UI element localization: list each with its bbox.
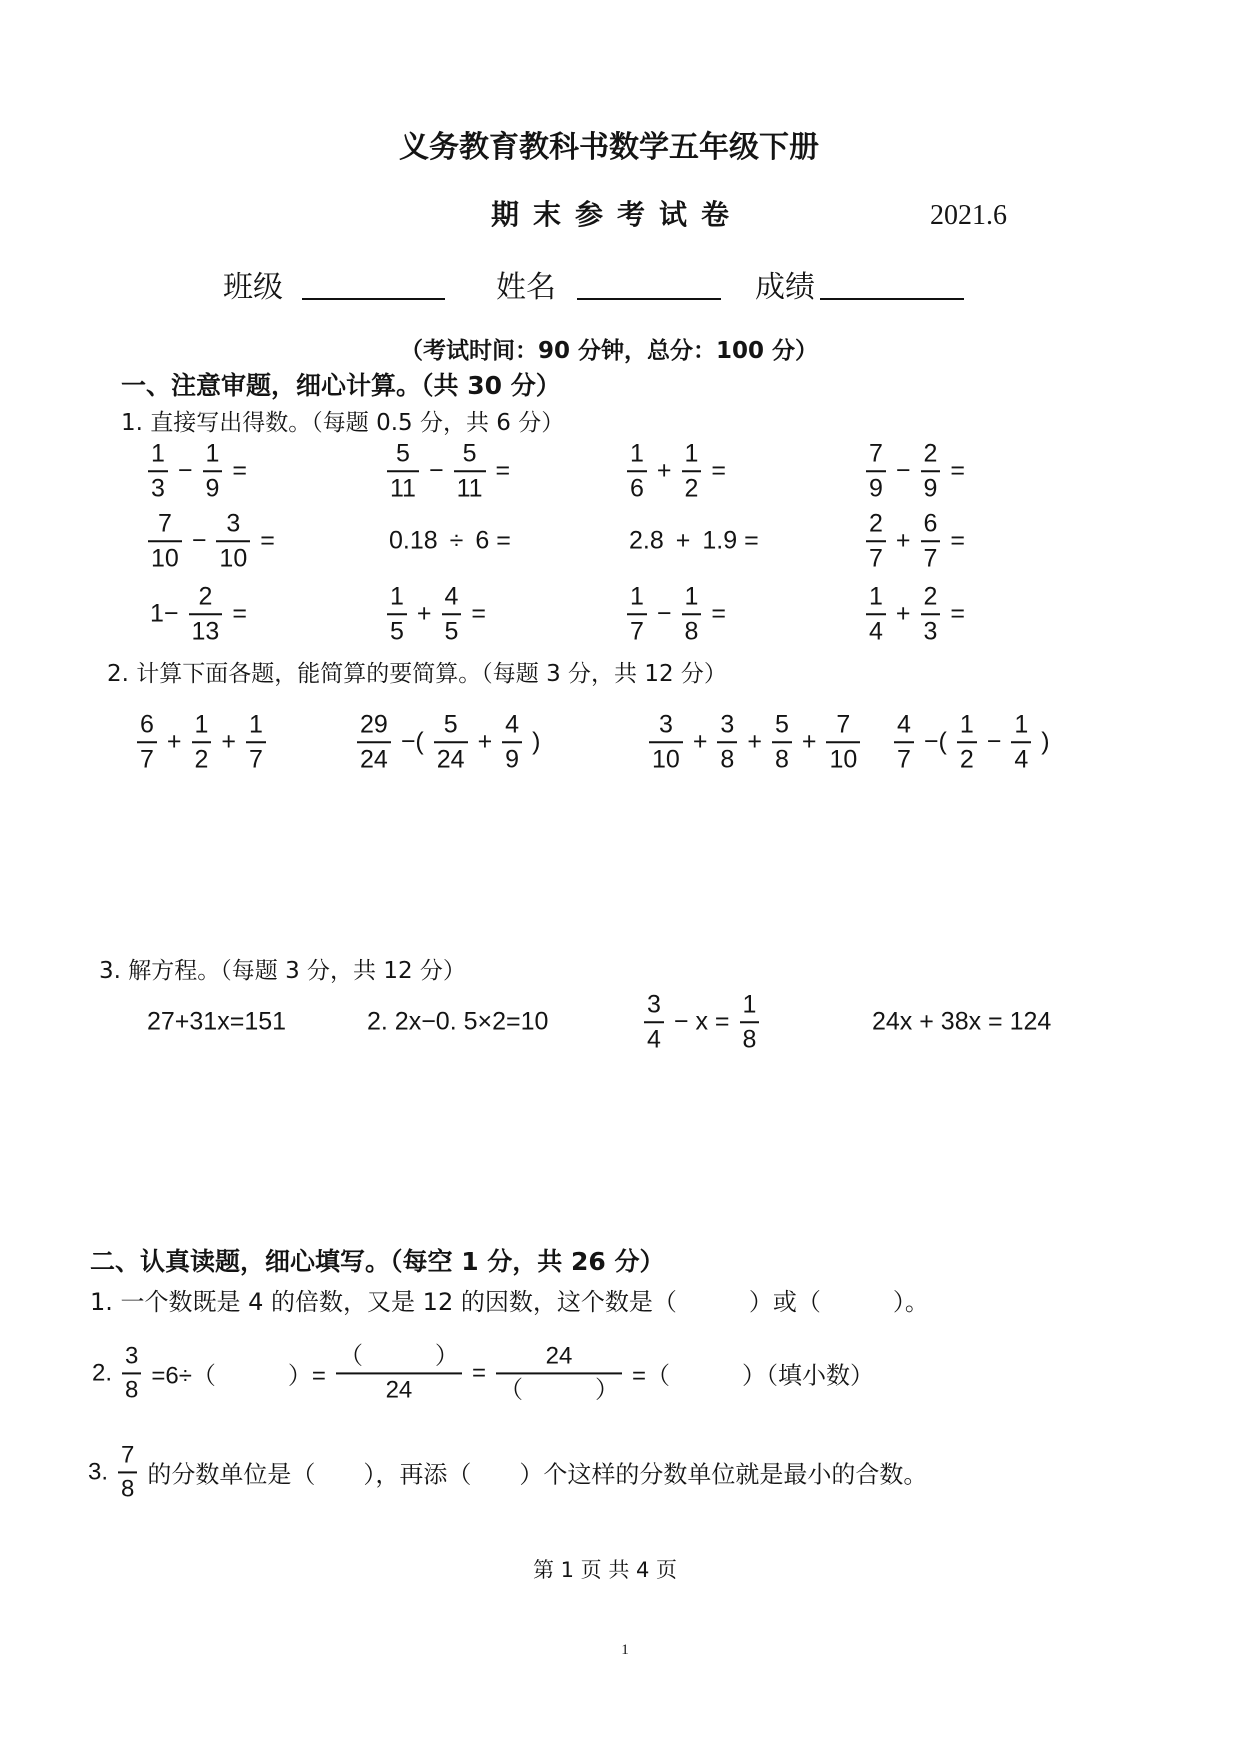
fraction (866, 509, 886, 573)
fraction (717, 710, 737, 774)
fill-q1: 1. 一个数既是 4 的倍数，又是 12 的因数，这个数是（ ）或（ ）。 (90, 1288, 929, 1316)
denominator: 5 (444, 617, 459, 645)
oral-calc-item (383, 582, 492, 646)
operator-text: + (895, 526, 911, 555)
operator-text: + (675, 526, 691, 555)
denominator: 9 (869, 474, 883, 502)
name-blank[interactable] (577, 298, 721, 300)
fraction (682, 582, 702, 646)
fraction (627, 439, 647, 503)
equation-item (866, 1008, 1057, 1037)
numerator: 1 (390, 582, 404, 611)
fill-q3 (82, 1441, 933, 1502)
fraction (387, 439, 419, 503)
operator-text: 24x + 38x = 124 (872, 1007, 1052, 1036)
exam-subtitle: 期末参考试卷 (490, 198, 744, 231)
fraction (866, 582, 886, 646)
denominator: 24 (360, 745, 388, 773)
name-label: 姓名 (496, 270, 556, 305)
denominator: 7 (923, 544, 938, 572)
class-label: 班级 (223, 270, 283, 305)
calc-item (353, 710, 546, 774)
numerator: 29 (360, 710, 388, 739)
operator-text: = (471, 1359, 486, 1386)
numerator: 1 (630, 439, 644, 468)
numerator: 6 (923, 509, 938, 538)
exam-info: （考试时间：90 分钟，总分：100 分） (399, 338, 819, 364)
fraction (434, 710, 468, 774)
numerator: 1 (742, 990, 757, 1019)
fraction (192, 710, 212, 774)
fraction (921, 509, 941, 573)
operator-text: = (950, 456, 966, 485)
class-blank[interactable] (302, 298, 445, 300)
denominator: 6 (630, 474, 644, 502)
fraction (894, 710, 914, 774)
denominator: 4 (1014, 745, 1029, 773)
numerator: 2 (198, 582, 213, 611)
denominator: 8 (720, 745, 735, 773)
equation-item (141, 1008, 292, 1037)
fraction (137, 710, 157, 774)
fraction (921, 582, 941, 646)
denominator: 4 (869, 617, 883, 645)
operator-text: 的分数单位是（ ），再添（ ）个这样的分数单位就是最小的合数。 (147, 1461, 928, 1489)
numerator: 5 (774, 710, 789, 739)
operator-text: + (801, 727, 817, 756)
operator-text: − (656, 599, 672, 628)
numerator: 6 (140, 710, 154, 739)
oral-calc-item (383, 527, 517, 556)
fraction (148, 509, 182, 573)
operator-text: −( (400, 727, 424, 756)
operator-text: 6 = (475, 526, 511, 555)
operator-text: − (986, 727, 1002, 756)
denominator: 7 (249, 745, 263, 773)
fraction (740, 990, 760, 1054)
operator-text: + (656, 456, 672, 485)
numerator: 1 (684, 582, 699, 611)
operator-text: 2. (92, 1359, 113, 1386)
denominator: 10 (829, 745, 858, 773)
fraction (148, 439, 168, 503)
denominator: 8 (684, 617, 699, 645)
denominator: 3 (923, 617, 938, 645)
numerator: 7 (157, 509, 172, 538)
oral-calc-item (383, 439, 516, 503)
operator-text: ) (1041, 727, 1050, 756)
denominator: 2 (959, 745, 974, 773)
fraction (454, 439, 486, 503)
operator-text: −( (923, 727, 947, 756)
equation-item (361, 1008, 554, 1037)
operator-text: =（ ）（填小数） (631, 1362, 874, 1390)
denominator: 24 (436, 745, 465, 773)
fraction (336, 1342, 462, 1403)
denominator: 10 (151, 544, 179, 572)
numerator: 3 (647, 990, 661, 1019)
operator-text: + (477, 727, 493, 756)
numerator: 1 (630, 582, 644, 611)
operator-text: = (711, 599, 727, 628)
numerator: 7 (869, 439, 883, 468)
operator-text: − (191, 526, 207, 555)
operator-text: − x = (673, 1007, 730, 1036)
operator-text: = (495, 456, 511, 485)
fraction (387, 582, 407, 646)
numerator: 3 (658, 710, 673, 739)
fraction (682, 439, 702, 503)
numerator: 1 (249, 710, 263, 739)
fraction (1011, 710, 1031, 774)
denominator: 7 (630, 617, 644, 645)
fraction (442, 582, 462, 646)
page-indicator: 第 1 页 共 4 页 (532, 1558, 678, 1582)
numerator: 2 (869, 509, 883, 538)
numerator: 4 (444, 582, 459, 611)
denominator: 9 (923, 474, 938, 502)
oral-calc-item (862, 509, 971, 573)
denominator: 7 (140, 745, 154, 773)
numerator: 7 (121, 1441, 135, 1469)
denominator: 24 (385, 1376, 413, 1403)
fraction (189, 582, 223, 646)
numerator: 2 (923, 582, 938, 611)
score-label: 成绩 (755, 270, 815, 305)
operator-text: = (260, 526, 275, 555)
oral-calc-item (623, 582, 732, 646)
calc-item (890, 710, 1056, 774)
fraction (921, 439, 941, 503)
q1-title: 1. 直接写出得数。（每题 0.5 分，共 6 分） (121, 410, 565, 436)
operator-text: 1− (150, 599, 179, 628)
numerator: 3 (226, 509, 241, 538)
fraction (203, 439, 223, 503)
denominator: 9 (505, 745, 520, 773)
fraction (957, 710, 977, 774)
equation-item (640, 990, 763, 1054)
operator-text: + (692, 727, 708, 756)
denominator: 8 (774, 745, 789, 773)
fraction (644, 990, 664, 1054)
oral-calc-item (862, 582, 971, 646)
numerator: 4 (897, 710, 911, 739)
numerator: 24 (545, 1342, 573, 1370)
operator-text: + (166, 727, 182, 756)
numerator: 1 (205, 439, 220, 468)
denominator: 5 (390, 617, 404, 645)
denominator: 2 (194, 745, 209, 773)
denominator: 4 (647, 1025, 661, 1053)
operator-text: 27+31x=151 (147, 1007, 287, 1036)
oral-calc-item (623, 439, 732, 503)
operator-text: = (711, 456, 727, 485)
q3-title: 3. 解方程。（每题 3 分，共 12 分） (99, 958, 466, 984)
fraction (627, 582, 647, 646)
operator-text: =6÷（ ）= (151, 1362, 326, 1390)
q2-title: 2. 计算下面各题，能简算的要简算。（每题 3 分，共 12 分） (107, 661, 727, 687)
numerator: （ ） (338, 1342, 459, 1370)
numerator: 1 (959, 710, 974, 739)
doc-title: 义务教育教科书数学五年级下册 (399, 130, 819, 165)
exam-date: 2021.6 (930, 200, 1007, 231)
numerator: 5 (462, 439, 477, 468)
numerator: 4 (505, 710, 520, 739)
operator-text: + (416, 599, 432, 628)
part2-heading: 二、认真读题，细心填写。（每空 1 分，共 26 分） (90, 1247, 665, 1276)
part1-heading: 一、注意审题，细心计算。（共 30 分） (121, 371, 561, 400)
numerator: 3 (125, 1342, 139, 1370)
fraction (118, 1441, 137, 1502)
operator-text: − (895, 456, 911, 485)
page-number: 1 (621, 1642, 629, 1658)
denominator: 7 (869, 544, 883, 572)
fraction (246, 710, 266, 774)
denominator: 8 (742, 1025, 757, 1053)
operator-text: = (232, 599, 247, 628)
numerator: 1 (1014, 710, 1029, 739)
operator-text: 0.18 (389, 526, 438, 555)
operator-text: 3. (88, 1458, 109, 1485)
fill-q2 (86, 1342, 880, 1403)
numerator: 1 (151, 439, 165, 468)
operator-text: + (747, 727, 762, 756)
operator-text: = (950, 599, 966, 628)
oral-calc-item (862, 439, 971, 503)
operator-text: = (950, 526, 966, 555)
denominator: 11 (390, 474, 416, 502)
denominator: 10 (652, 745, 680, 773)
fraction (216, 509, 250, 573)
denominator: 8 (121, 1475, 135, 1502)
denominator: 3 (151, 474, 165, 502)
denominator: 2 (684, 474, 699, 502)
numerator: 2 (923, 439, 938, 468)
fraction (772, 710, 792, 774)
operator-text: + (895, 599, 911, 628)
fraction (866, 439, 886, 503)
operator-text: ÷ (449, 526, 464, 555)
oral-calc-item (623, 527, 765, 556)
numerator: 5 (443, 710, 458, 739)
fraction (649, 710, 683, 774)
fraction (496, 1342, 622, 1403)
numerator: 1 (684, 439, 699, 468)
numerator: 1 (869, 582, 883, 611)
operator-text: − (177, 456, 193, 485)
oral-calc-item (144, 439, 253, 503)
operator-text: 2. 2x−0. 5×2=10 (367, 1007, 549, 1036)
fraction (826, 710, 860, 774)
operator-text: = (232, 456, 248, 485)
operator-text: ) (532, 727, 541, 756)
operator-text: + (221, 727, 237, 756)
calc-item (133, 710, 270, 774)
fraction (357, 710, 391, 774)
denominator: 10 (219, 544, 248, 572)
score-blank[interactable] (820, 298, 964, 300)
operator-text: − (428, 456, 444, 485)
fraction (502, 710, 522, 774)
oral-calc-item (144, 509, 281, 573)
numerator: 1 (194, 710, 209, 739)
operator-text: 1.9 = (702, 526, 759, 555)
denominator: （ ） (498, 1376, 619, 1403)
oral-calc-item (144, 582, 253, 646)
calc-item (645, 710, 864, 774)
numerator: 3 (720, 710, 735, 739)
denominator: 9 (205, 474, 220, 502)
numerator: 7 (836, 710, 851, 739)
denominator: 8 (125, 1376, 139, 1403)
operator-text: 2.8 (629, 526, 664, 555)
denominator: 11 (456, 474, 483, 502)
operator-text: = (471, 599, 487, 628)
denominator: 13 (191, 617, 220, 645)
fraction (122, 1342, 141, 1403)
denominator: 7 (897, 745, 911, 773)
numerator: 5 (396, 439, 410, 468)
